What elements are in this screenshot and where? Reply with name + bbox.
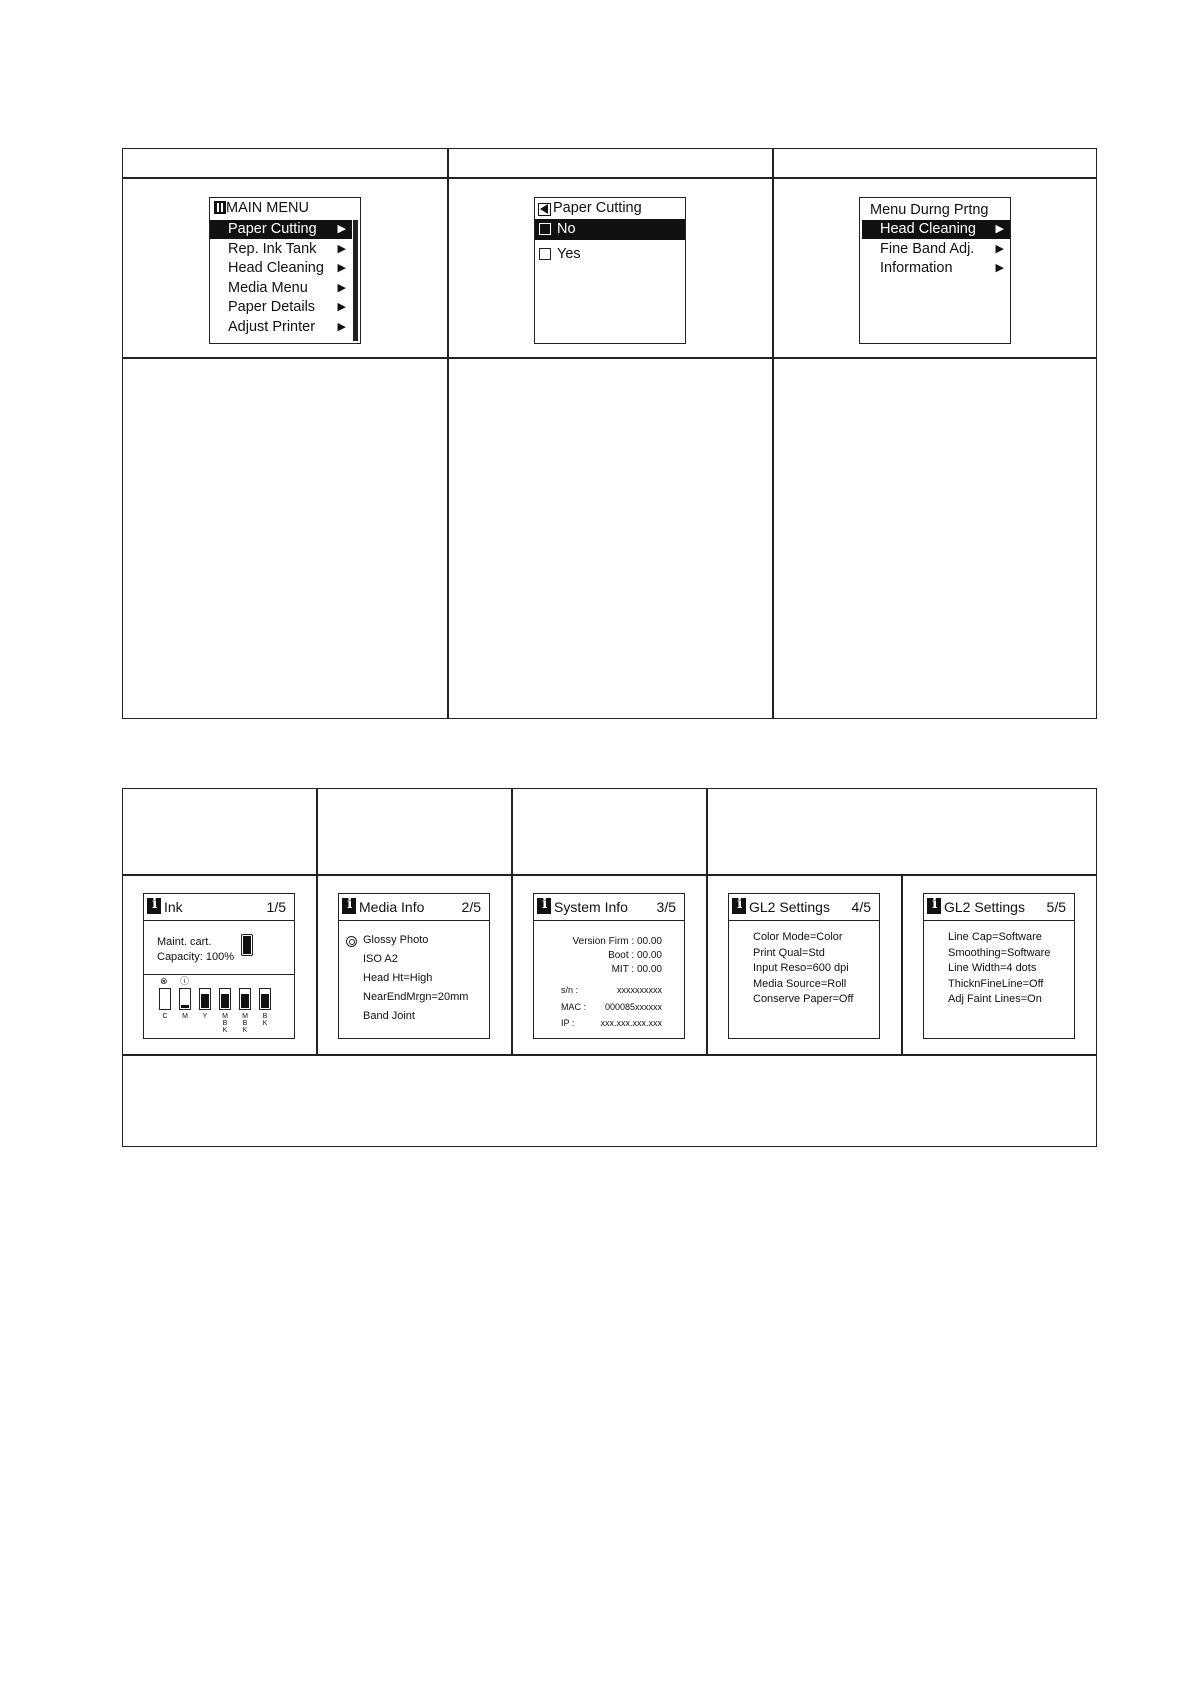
media-info-line: ISO A2 (363, 953, 398, 965)
chevron-right-icon: ▶ (995, 242, 1004, 255)
media-info-line: Head Ht=High (363, 972, 433, 984)
capacity-label: Capacity: 100% (157, 951, 235, 963)
roll-icon (346, 936, 357, 947)
chevron-right-icon: ▶ (995, 262, 1004, 274)
info-icon (927, 898, 941, 914)
main-menu-item-label: Rep. Ink Tank (228, 240, 317, 257)
paper-cutting-option-label: No (557, 221, 576, 237)
menu-during-printing-item-label: Information (880, 260, 953, 276)
media-info-line: Glossy Photo (363, 934, 429, 946)
main-menu-item[interactable] (210, 240, 352, 259)
paper-cutting-option-label: Yes (557, 246, 581, 262)
paper-cutting-option[interactable] (535, 219, 685, 240)
menu-icon (214, 201, 226, 214)
menu-during-printing-item-label: Head Cleaning (880, 221, 976, 237)
ink-tank (199, 988, 211, 1010)
mac-label: MAC : (561, 1002, 587, 1012)
checkbox[interactable] (539, 223, 551, 235)
scrollbar[interactable] (353, 220, 358, 341)
menu-table-divider (772, 148, 774, 719)
ink-title: Ink (164, 899, 183, 915)
chevron-right-icon: ▶ (337, 281, 346, 294)
gl2-setting-line: ThicknFineLine=Off (948, 977, 1044, 990)
gl2-setting-line: Conserve Paper=Off (753, 993, 854, 1005)
ink-color-label: M B K (242, 1013, 248, 1034)
main-menu-item-label: Adjust Printer (228, 318, 316, 335)
serial-value: xxxxxxxxxx (617, 985, 662, 995)
gl2-setting-line: Adj Faint Lines=On (948, 993, 1042, 1005)
main-menu-item[interactable] (210, 279, 352, 298)
gl2a-page: 4/5 (851, 899, 871, 915)
main-menu-item[interactable] (210, 259, 352, 278)
menu-during-printing-item[interactable] (862, 220, 1010, 239)
info-icon (342, 898, 356, 914)
main-menu-item-label: Media Menu (228, 279, 308, 296)
maint-cart-label: Maint. cart. (157, 936, 212, 948)
menu-during-printing-item-label: Fine Band Adj. (880, 240, 975, 257)
gl2-setting-line: Media Source=Roll (753, 977, 847, 990)
maint-cart-icon (241, 934, 253, 956)
ink-tank (259, 988, 271, 1010)
paper-cutting-screen (534, 197, 686, 344)
info-table-divider (901, 874, 903, 1054)
gl2-setting-line: Print Qual=Std (753, 946, 825, 959)
menu-table-divider (447, 148, 449, 719)
mit-version: MIT : 00.00 (611, 964, 662, 975)
main-menu-item-label: Head Cleaning (228, 260, 324, 276)
ink-color-label: B K (262, 1013, 268, 1027)
menu-during-printing-item[interactable] (862, 240, 1010, 259)
paper-cutting-option[interactable] (535, 244, 685, 265)
ink-color-label: C (162, 1013, 168, 1020)
ink-color-label: M (182, 1013, 188, 1020)
paper-cutting-title-text: Paper Cutting (553, 200, 642, 216)
version-firm: Version Firm : 00.00 (572, 936, 662, 947)
ink-color-label: Y (202, 1013, 208, 1020)
media-title: Media Info (359, 899, 425, 915)
back-icon[interactable] (538, 203, 551, 216)
system-title: System Info (554, 899, 628, 915)
media-page: 2/5 (461, 899, 481, 915)
ink-divider (144, 974, 294, 975)
gl2-setting-line: Smoothing=Software (948, 946, 1051, 959)
info-icon (537, 898, 551, 914)
menu-table-divider (122, 357, 1097, 359)
ink-tank (239, 988, 251, 1010)
info-table-divider (316, 788, 318, 1054)
info-icon (147, 898, 161, 914)
menu-table-divider (122, 177, 1097, 179)
chevron-right-icon: ▶ (337, 320, 346, 333)
ink-tank (159, 988, 171, 1010)
info-table-divider (122, 1054, 1097, 1056)
error-icon: ⊗ (160, 976, 168, 986)
gl2b-header (924, 894, 1074, 921)
chevron-right-icon: ▶ (337, 223, 346, 235)
gl2b-title: GL2 Settings (944, 899, 1025, 915)
chevron-right-icon: ▶ (337, 301, 346, 313)
chevron-right-icon: ▶ (337, 242, 346, 255)
media-info-line: Band Joint (363, 1010, 415, 1022)
menu-during-printing-item[interactable] (862, 259, 1010, 278)
mac-value: 000085xxxxxx (604, 1002, 662, 1012)
ink-info-screen (143, 893, 295, 1039)
media-info-line: NearEndMrgn=20mm (363, 991, 469, 1003)
ip-label: IP : (561, 1018, 575, 1028)
paper-cutting-title (538, 199, 642, 218)
gl2-setting-line: Line Cap=Software (948, 931, 1042, 943)
gl2-settings-screen-5 (923, 893, 1075, 1039)
info-table-divider (706, 788, 708, 1054)
info-table-divider (511, 788, 513, 1054)
serial-label: s/n : (561, 985, 579, 995)
main-menu-item[interactable] (210, 298, 352, 317)
ink-tank (179, 988, 191, 1010)
ink-header (144, 894, 294, 921)
ink-page: 1/5 (266, 899, 286, 915)
main-menu-item[interactable] (210, 318, 352, 337)
system-header (534, 894, 684, 921)
media-info-screen (338, 893, 490, 1039)
gl2-setting-line: Color Mode=Color (753, 931, 843, 943)
ink-tank (219, 988, 231, 1010)
ink-color-label: M B K (222, 1013, 228, 1034)
chevron-right-icon: ▶ (337, 262, 346, 274)
main-menu-title (214, 199, 309, 218)
info-table-divider (122, 874, 1097, 876)
info-icon (732, 898, 746, 914)
chevron-right-icon: ▶ (995, 223, 1004, 235)
boot-version: Boot : 00.00 (608, 950, 662, 961)
main-menu-item-label: Paper Cutting (228, 221, 317, 237)
main-menu-item-label: Paper Details (228, 299, 316, 315)
menu-during-printing-title: Menu Durng Prtng (870, 202, 989, 218)
media-header (339, 894, 489, 921)
main-menu-screen (209, 197, 361, 344)
menu-during-printing-screen (859, 197, 1011, 344)
checkbox[interactable] (539, 248, 551, 260)
gl2a-header (729, 894, 879, 921)
gl2a-title: GL2 Settings (749, 899, 830, 915)
main-menu-title-text: MAIN MENU (226, 200, 309, 216)
main-menu-item[interactable] (210, 220, 352, 239)
gl2-setting-line: Line Width=4 dots (948, 962, 1037, 974)
system-info-screen (533, 893, 685, 1039)
gl2b-page: 5/5 (1046, 899, 1066, 915)
gl2-setting-line: Input Reso=600 dpi (753, 962, 849, 974)
ip-value: xxx.xxx.xxx.xxx (600, 1018, 662, 1028)
gl2-settings-screen-4 (728, 893, 880, 1039)
system-page: 3/5 (656, 899, 676, 915)
warning-icon: ⓘ (180, 976, 190, 986)
